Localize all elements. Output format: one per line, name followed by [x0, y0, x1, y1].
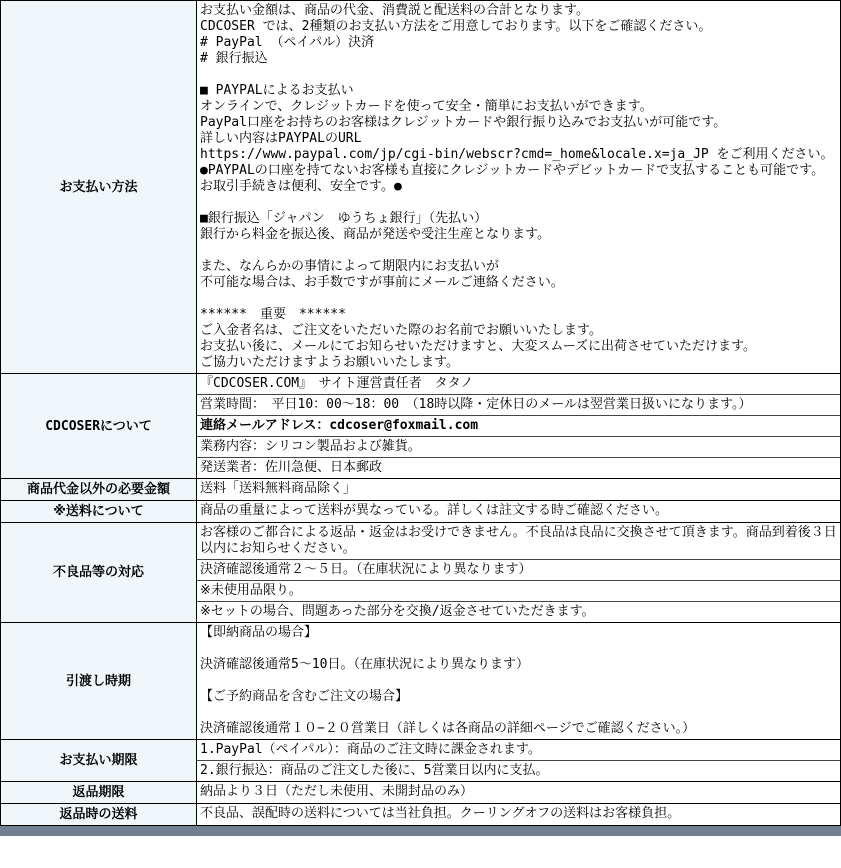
table-row [1, 740, 840, 782]
row-header: ※送料について [1, 501, 197, 522]
content-line: 銀行から料金を振込後、商品が発送や受注生産となります。 [200, 227, 550, 242]
row-content [197, 782, 840, 803]
row-section [197, 395, 840, 416]
footer-bar [0, 826, 841, 836]
content-line: 納品より３日（ただし未使用、未開封品のみ） [200, 784, 474, 799]
content-line: # 銀行振込 [200, 51, 268, 66]
content-line: お取引手続きは便利、安全です。● [200, 179, 402, 194]
content-line: 【即納商品の場合】 [200, 625, 318, 640]
row-content [197, 501, 840, 522]
row-section [197, 501, 840, 521]
content-line: オンラインで、クレジットカードを使って安全・簡単にお支払いができます。 [200, 99, 653, 114]
content-line: ※未使用品限り。 [200, 583, 302, 598]
content-line: 【ご予約商品を含むご注文の場合】 [200, 689, 409, 704]
content-line: 2.銀行振込：商品のご注文した後に、5営業日以内に支払。 [200, 763, 549, 778]
content-line [200, 243, 837, 259]
row-section [197, 804, 840, 824]
content-line: 決済確認後通常5〜10日。（在庫状況により異なります） [200, 657, 529, 672]
row-section [197, 740, 840, 761]
content-line: 商品の重量によって送料が異なっている。詳しくは註文する時ご確認ください。 [200, 503, 669, 518]
row-header: 商品代金以外の必要金額 [1, 479, 197, 500]
content-line: 営業時間： 平日10：00〜18：00 （18時以降・定休日のメールは翌営業日扱いになります。） [200, 397, 752, 412]
content-line: 連絡メールアドレス：cdcoser@foxmail.com [200, 418, 479, 433]
content-line: CDCOSER では、2種類のお支払い方法をご用意しております。以下をご確認ください。 [200, 19, 712, 34]
content-line [200, 673, 837, 689]
content-line: PayPal口座をお持ちのお客様はクレジットカードや銀行振り込みでお支払いが可能です。 [200, 115, 727, 130]
content-line [200, 291, 837, 307]
content-line: ※セットの場合、問題あった部分を交換/返金させていただきます。 [200, 604, 595, 619]
content-line [200, 67, 837, 83]
row-header: 引渡し時期 [1, 623, 197, 739]
row-header: 返品期限 [1, 782, 197, 803]
content-line: ■銀行振込「ジャパン ゆうちょ銀行」（先払い） [200, 211, 488, 226]
row-content [197, 740, 840, 781]
row-section [197, 560, 840, 581]
table-row [1, 804, 840, 826]
row-header: 不良品等の対応 [1, 523, 197, 622]
content-line [200, 641, 837, 657]
content-line: 発送業者：佐川急便、日本郵政 [200, 460, 383, 475]
content-line: 決済確認後通常１０−２０営業日（詳しくは各商品の詳細ページでご確認ください。） [200, 721, 696, 736]
content-line: 1.PayPal（ペイパル）：商品のご注文時に課金されます。 [200, 742, 541, 757]
content-line: ご協力いただけますようお願いいたします。 [200, 355, 459, 370]
content-line: また、なんらかの事情によって期限内にお支払いが [200, 259, 500, 274]
row-content [197, 479, 840, 500]
row-header: お支払い方法 [1, 1, 197, 373]
content-line: ■ PAYPALによるお支払い [200, 83, 354, 98]
table-row [1, 501, 840, 523]
row-section [197, 479, 840, 499]
row-section [197, 581, 840, 602]
row-section [197, 602, 840, 622]
content-line: お支払い後に、メールにてお知らせいただけますと、大変スムーズに出荷させていただけます。 [200, 339, 757, 354]
row-header: CDCOSERについて [1, 374, 197, 478]
table-row [1, 479, 840, 501]
row-section [197, 623, 840, 739]
table-row [1, 374, 840, 479]
row-content [197, 523, 840, 622]
row-section [197, 416, 840, 437]
content-line: 業務内容：シリコン製品および雑貨。 [200, 439, 421, 454]
row-section [197, 1, 840, 373]
row-content [197, 374, 840, 478]
row-section [197, 437, 840, 458]
content-line: https://www.paypal.com/jp/cgi-bin/webscr?cmd=_home&locale.x=ja_JP をご利用ください。 [200, 147, 834, 162]
row-content [197, 1, 840, 373]
table-row [1, 782, 840, 804]
row-section [197, 761, 840, 781]
row-header: お支払い期限 [1, 740, 197, 781]
content-line: # PayPal （ペイパル）決済 [200, 35, 375, 50]
row-section [197, 458, 840, 478]
content-line: 不可能な場合は、お手数ですが事前にメールご連絡ください。 [200, 275, 564, 290]
content-line: お支払い金額は、商品の代金、消費説と配送料の合計となります。 [200, 3, 589, 18]
content-line: ご入金者名は、ご注文をいただいた際のお名前でお願いいたします。 [200, 323, 602, 338]
content-line [200, 195, 837, 211]
content-line: 『CDCOSER.COM』 サイト運営責任者 タタノ [200, 376, 474, 391]
row-content [197, 804, 840, 825]
content-line: 送料「送料無料商品除く」 [200, 481, 357, 496]
table-row [1, 623, 840, 740]
content-line: 決済確認後通常２〜５日。（在庫状況により異なります） [200, 562, 532, 577]
row-header: 返品時の送料 [1, 804, 197, 825]
row-section [197, 782, 840, 802]
table-row [1, 1, 840, 374]
table-row [1, 523, 840, 623]
content-line: お客様のご都合による返品・返金はお受けできません。不良品は良品に交換させて頂きます。商品到着後３日以内にお知らせください。 [200, 525, 837, 556]
content-line [200, 705, 837, 721]
content-line: ●PAYPALの口座を持てないお客様も直接にクレジットカードやデビットカードで支払することも可能です。 [200, 163, 825, 178]
row-section [197, 374, 840, 395]
row-content [197, 623, 840, 739]
content-line: 詳しい内容はPAYPALのURL [200, 131, 362, 146]
content-line: ****** 重要 ****** [200, 307, 346, 322]
row-section [197, 523, 840, 560]
content-line: 不良品、誤配時の送料については当社負担。クーリングオフの送料はお客様負担。 [200, 806, 681, 821]
